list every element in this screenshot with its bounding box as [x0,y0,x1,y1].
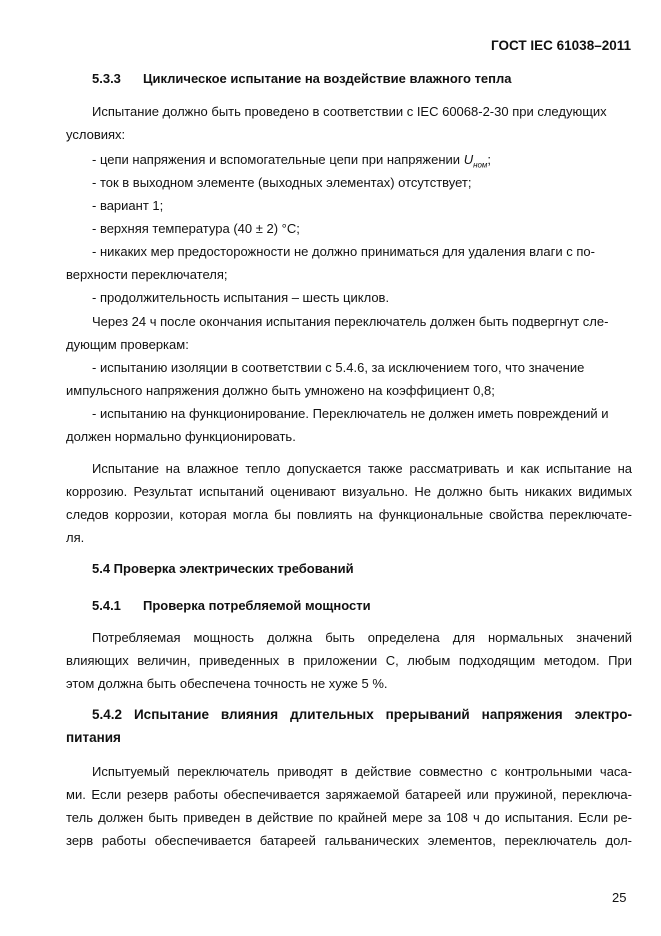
paragraph-line: влияющих величин, приведенных в приложении С, любым подходящим методом. При [66,653,632,668]
list-item: - вариант 1; [92,198,164,213]
section-number-5-3-3: 5.3.3 [92,71,121,86]
list-item: - ток в выходном элементе (выходных элементах) отсутствует; [92,175,472,190]
paragraph-line: Через 24 ч после окончания испытания переключатель должен быть подвергнут сле- [92,314,609,329]
list-item: - продолжительность испытания – шесть циклов. [92,290,390,305]
paragraph-line: этом должна быть обеспечена точность не хуже 5 %. [66,676,388,691]
section-number-5-4-1: 5.4.1 [92,598,121,613]
list-item-text: - цепи напряжения и вспомогательные цепи при напряжении [92,152,464,167]
paragraph-line: условиях: [66,127,126,142]
list-item-text: ; [487,152,492,167]
paragraph-line: тель должен быть приведен в действие по крайней мере за 108 ч до испытания. Если ре- [66,810,632,825]
list-item: - никаких мер предосторожности не должно приниматься для удаления влаги с по- [92,244,595,259]
section-heading-5-4-2-cont: питания [66,730,121,745]
list-item: - испытанию на функционирование. Переключатель не должен иметь повреждений и [92,406,609,421]
paragraph-line: ля. [66,530,85,545]
list-item: - верхняя температура (40 ± 2) °С; [92,221,300,236]
paragraph-line: дующим проверкам: [66,337,189,352]
section-heading-5-4-2: 5.4.2 Испытание влияния длительных прерываний напряжения электро- [92,707,632,722]
paragraph-line: Испытание на влажное тепло допускается также рассматривать и как испытание на [92,461,632,476]
paragraph-line: коррозию. Результат испытаний оценивают визуально. Не должно быть никаких видимых [66,484,632,499]
section-heading-5-4: 5.4 Проверка электрических требований [92,561,354,576]
list-item: - испытанию изоляции в соответствии с 5.4.6, за исключением того, что значение [92,360,585,375]
section-title-5-3-3: Циклическое испытание на воздействие влажного тепла [143,71,512,86]
document-header: ГОСТ IEC 61038–2011 [491,38,631,53]
paragraph-line: ми. Если резерв работы обеспечивается заряжаемой батареей или пружиной, переключа- [66,787,632,802]
paragraph-line: Испытуемый переключатель приводят в действие совместно с контрольными часа- [92,764,632,779]
paragraph-line: Потребляемая мощность должна быть определена для нормальных значений [92,630,632,645]
paragraph-line: зерв работы обеспечивается батареей гальванических элементов, переключатель дол- [66,833,632,848]
paragraph-line: следов коррозии, которая могла бы повлиять на функциональные свойства переключате- [66,507,632,522]
list-item-continuation: должен нормально функционировать. [66,429,296,444]
voltage-symbol: U [463,152,474,167]
list-item-continuation: импульсного напряжения должно быть умножено на коэффициент 0,8; [66,383,495,398]
section-title-5-4-1: Проверка потребляемой мощности [143,598,371,613]
paragraph-line: Испытание должно быть проведено в соответствии с IEC 60068-2-30 при следующих [92,104,607,119]
page-number: 25 [612,890,627,905]
list-item-voltage [92,152,491,170]
list-item-continuation: верхности переключателя; [66,267,228,282]
voltage-subscript: ном [473,160,488,170]
